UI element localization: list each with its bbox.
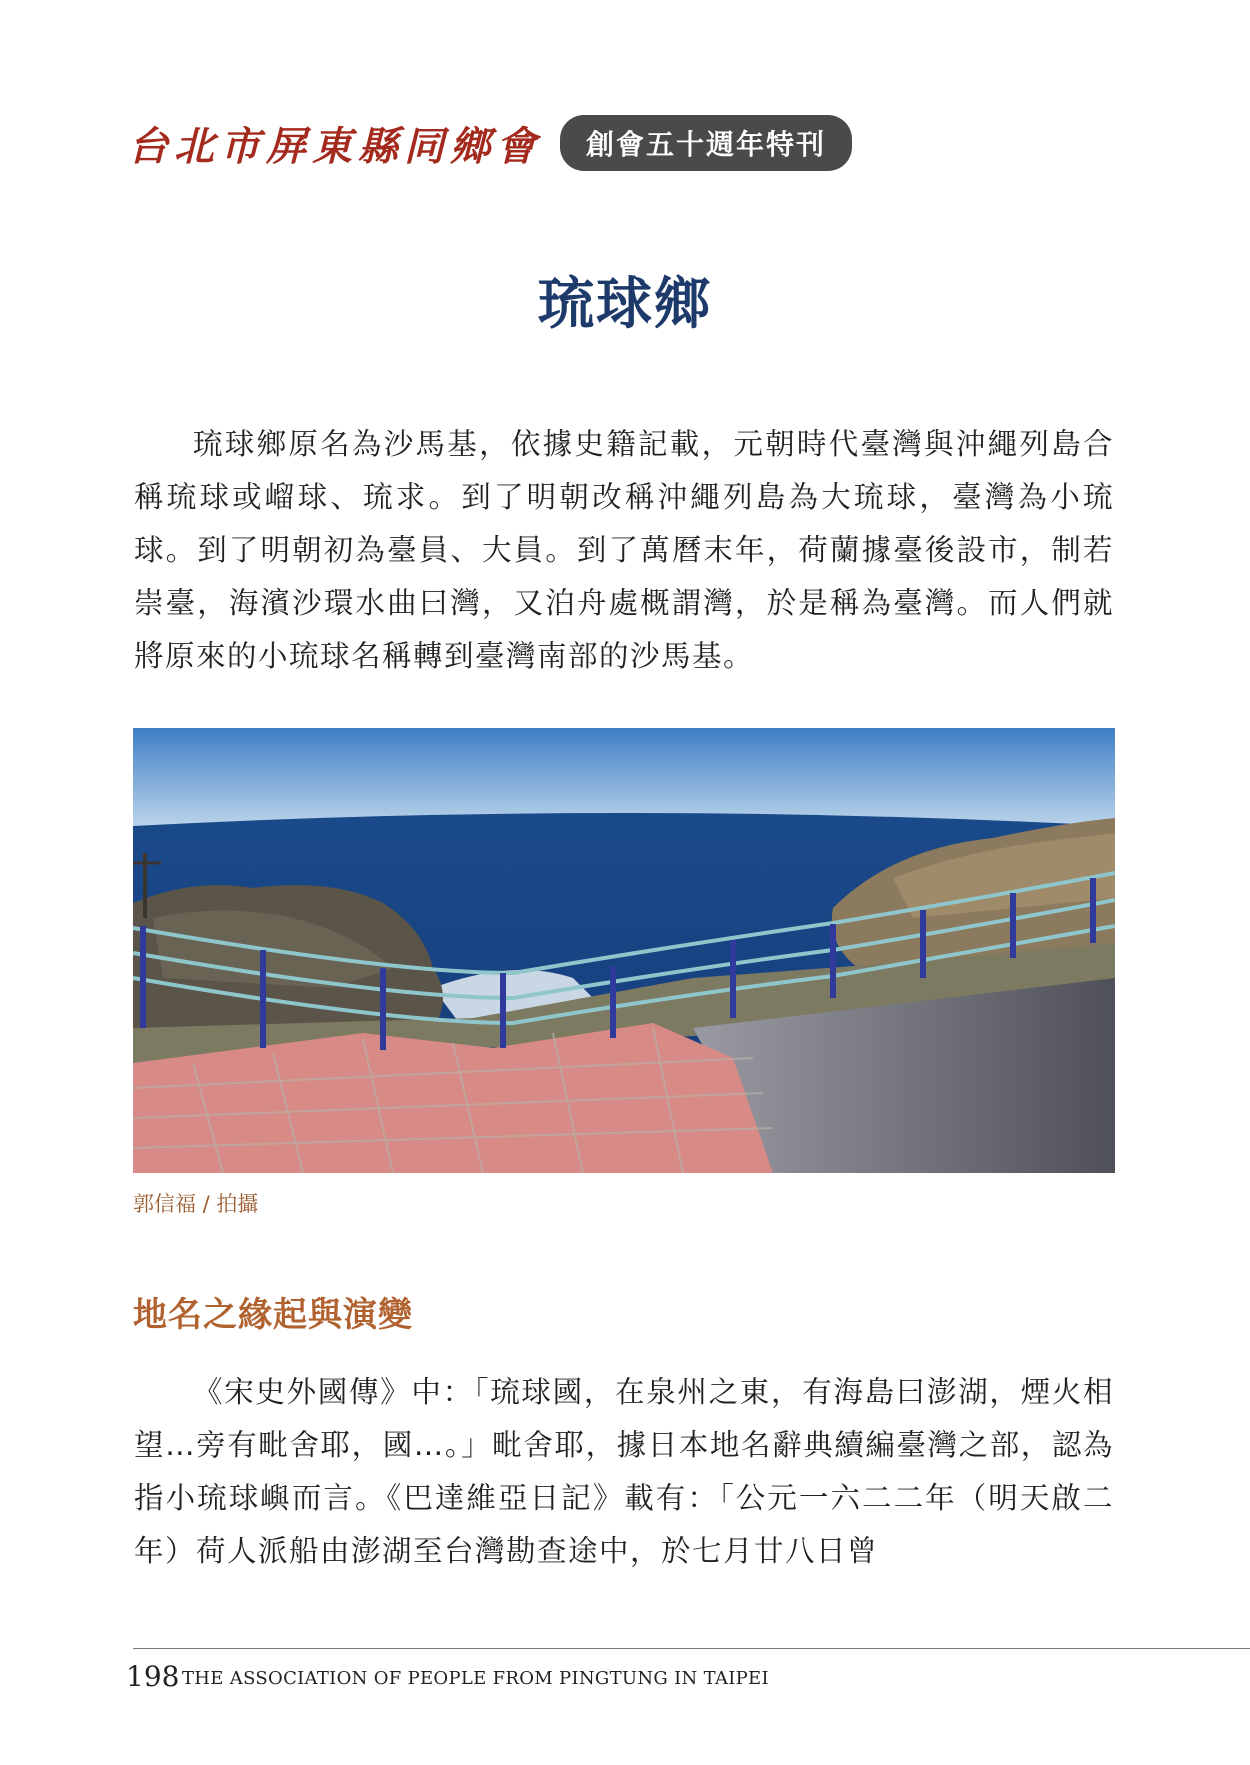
- coastline-photo: [133, 728, 1115, 1173]
- publication-name: THE ASSOCIATION OF PEOPLE FROM PINGTUNG IN TAIPEI: [182, 1668, 769, 1689]
- section-heading: 地名之緣起與演變: [133, 1295, 413, 1335]
- section-paragraph: 《宋史外國傳》中：「琉球國，在泉州之東，有海島曰澎湖，煙火相望…旁有毗舍耶，國…。」毗舍耶，據日本地名辭典續編臺灣之部，認為指小琉球嶼而言。《巴達維亞日記》載有：「公元一六二二年（明天啟二年）荷人派船由澎湖至台灣勘查途中，於七月廿八日曾: [134, 1375, 1114, 1568]
- intro-paragraph: 琉球鄉原名為沙馬基，依據史籍記載，元朝時代臺灣與沖繩列島合稱琉球或嵧球、琉求。到了明朝改稱沖繩列島為大琉球，臺灣為小琉球。到了明朝初為臺員、大員。到了萬曆末年，荷蘭據臺後設市，制若崇臺，海濱沙環水曲曰灣，又泊舟處概謂灣，於是稱為臺灣。而人們就將原來的小琉球名稱轉到臺灣南部的沙馬基。: [134, 427, 1114, 673]
- article-title: 琉球鄉: [538, 272, 712, 337]
- special-issue-badge: 創會五十週年特刊: [560, 115, 852, 171]
- footer-divider: [133, 1648, 1250, 1649]
- page-header: [128, 112, 852, 174]
- photo-caption: 郭信福 / 拍攝: [133, 1192, 259, 1216]
- page-number: 198: [126, 1660, 180, 1693]
- association-name: 台北市屏東縣同鄉會: [128, 122, 542, 170]
